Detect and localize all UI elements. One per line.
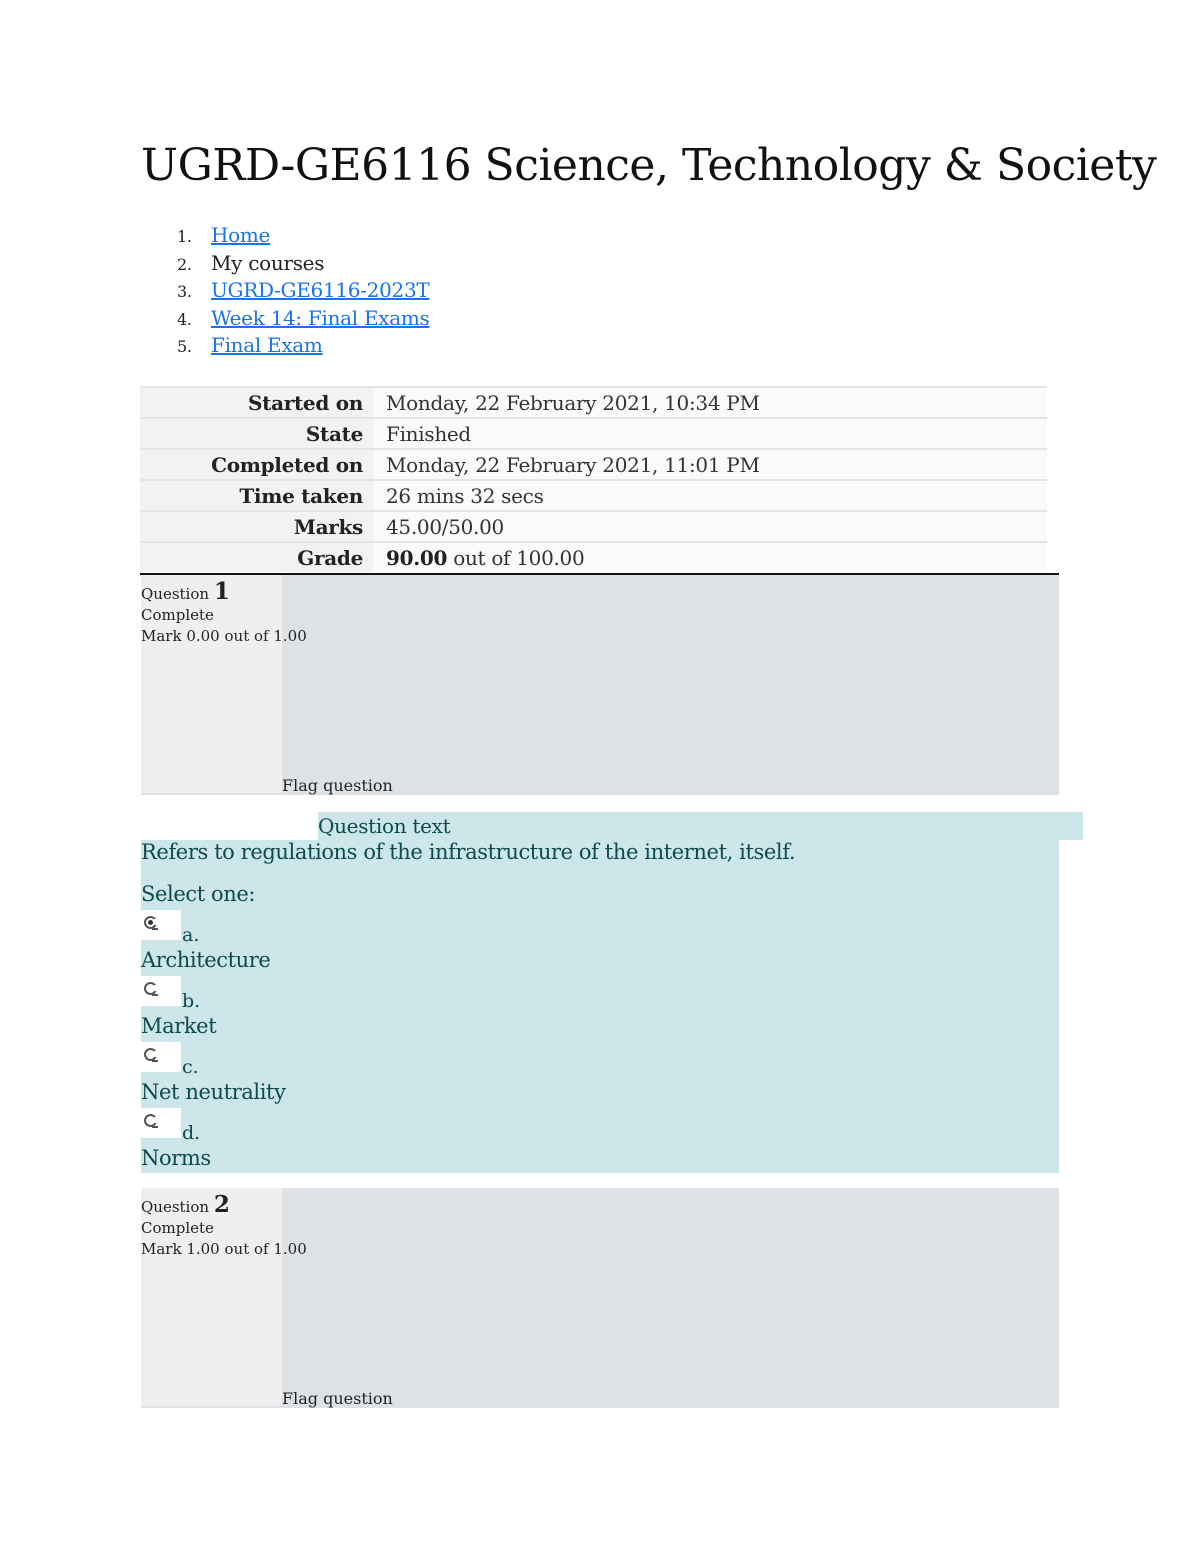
option-b-letter: b.	[182, 990, 201, 1012]
started-label: Started on	[140, 387, 373, 418]
state-label: State	[140, 418, 373, 449]
option-b-text[interactable]: Market	[141, 1014, 217, 1038]
attempt-summary-table	[140, 386, 1047, 572]
radio-tick	[152, 1060, 158, 1062]
question-mark: Mark 1.00 out of 1.00	[141, 1240, 307, 1258]
breadcrumb-link-home[interactable]: Home	[211, 223, 271, 247]
radio-tick	[152, 1126, 158, 1128]
question-number: 2	[213, 1191, 230, 1218]
list-number: 4.	[177, 309, 192, 329]
breadcrumb-text-my-courses: My courses	[211, 250, 325, 275]
list-number: 3.	[177, 282, 192, 301]
grade-score: 90.00	[386, 545, 448, 570]
question-prompt: Refers to regulations of the infrastructure of the internet, itself.	[141, 840, 796, 864]
radio-tick	[152, 994, 158, 996]
breadcrumb-link-course[interactable]: UGRD-GE6116-2023T	[211, 278, 430, 302]
option-a-text[interactable]: Architecture	[141, 948, 271, 972]
table-row	[140, 449, 1047, 480]
grade-label: Grade	[140, 542, 373, 572]
list-number: 1.	[177, 227, 192, 246]
breadcrumb-item-home	[141, 222, 429, 250]
radio-gap	[154, 1051, 159, 1057]
breadcrumb	[141, 222, 429, 360]
question-1-info	[141, 575, 1059, 795]
flag-question-link[interactable]: Flag question	[282, 1389, 393, 1408]
table-row	[140, 511, 1047, 542]
table-row	[140, 387, 1047, 418]
option-c-text[interactable]: Net neutrality	[141, 1080, 286, 1104]
option-c-radio[interactable]	[141, 1042, 181, 1072]
question-2-info	[141, 1188, 1059, 1408]
breadcrumb-item-week	[141, 305, 429, 333]
option-d-radio[interactable]	[141, 1108, 181, 1138]
list-number: 5.	[177, 337, 192, 356]
question-heading	[141, 1191, 307, 1218]
completed-value: Monday, 22 February 2021, 11:01 PM	[373, 449, 1047, 480]
grade-suffix: out of 100.00	[453, 545, 585, 570]
table-row	[140, 542, 1047, 572]
question-status: Complete	[141, 606, 214, 624]
list-number: 2.	[177, 254, 192, 274]
question-label: Question	[141, 585, 210, 603]
question-meta	[141, 578, 307, 647]
divider	[141, 1406, 282, 1408]
breadcrumb-item-my-courses	[141, 250, 429, 278]
marks-label: Marks	[140, 511, 373, 542]
grade-value	[373, 542, 1047, 572]
option-d-text[interactable]: Norms	[141, 1146, 211, 1170]
radio-gap	[154, 919, 159, 925]
question-label: Question	[141, 1198, 210, 1216]
divider	[141, 793, 282, 795]
question-heading	[141, 578, 307, 605]
option-a-letter: a.	[182, 924, 200, 946]
flag-question-link[interactable]: Flag question	[282, 776, 393, 795]
radio-gap	[154, 985, 159, 991]
page-title: UGRD-GE6116 Science, Technology & Society	[141, 140, 1157, 191]
question-status: Complete	[141, 1219, 214, 1237]
question-mark: Mark 0.00 out of 1.00	[141, 627, 307, 645]
breadcrumb-item-final-exam	[141, 332, 429, 360]
breadcrumb-link-week[interactable]: Week 14: Final Exams	[211, 305, 430, 330]
radio-gap	[154, 1117, 159, 1123]
select-one-label: Select one:	[141, 882, 256, 906]
question-text-label: Question text	[318, 812, 1083, 840]
breadcrumb-link-final-exam[interactable]: Final Exam	[211, 333, 323, 357]
question-number: 1	[213, 578, 230, 605]
marks-value: 45.00/50.00	[373, 511, 1047, 542]
table-row	[140, 418, 1047, 449]
option-b-radio[interactable]	[141, 976, 181, 1006]
breadcrumb-item-course	[141, 277, 429, 305]
question-meta	[141, 1191, 307, 1260]
state-value: Finished	[373, 418, 1047, 449]
radio-tick	[152, 928, 158, 930]
completed-label: Completed on	[140, 449, 373, 480]
table-row	[140, 480, 1047, 511]
option-c-letter: c.	[182, 1056, 199, 1078]
time-taken-value: 26 mins 32 secs	[373, 480, 1047, 511]
time-taken-label: Time taken	[140, 480, 373, 511]
started-value: Monday, 22 February 2021, 10:34 PM	[373, 387, 1047, 418]
option-d-letter: d.	[182, 1122, 201, 1144]
option-a-radio[interactable]	[141, 910, 181, 940]
question-1-formulation	[141, 840, 1059, 1173]
